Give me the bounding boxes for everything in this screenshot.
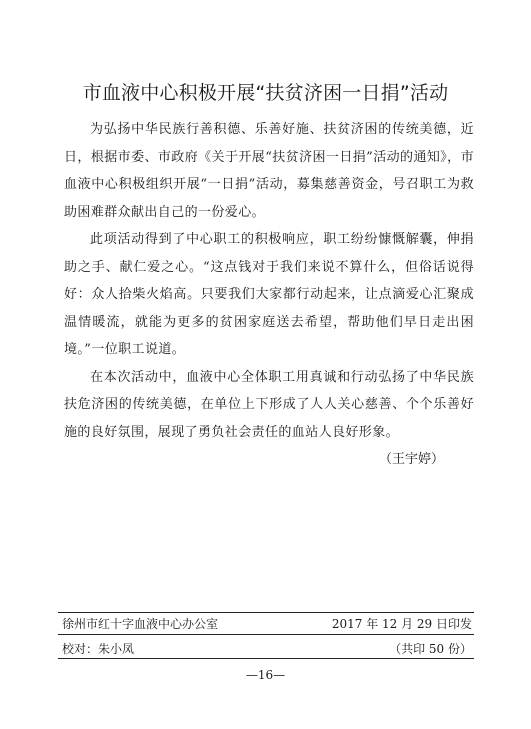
copies-count: （共印 50 份） [389, 642, 472, 656]
footer-issuer-row [62, 615, 472, 632]
document-title: 市血液中心积极开展“扶贫济困一日捐”活动 [82, 82, 449, 104]
paragraph-1: 为弘扬中华民族行善积德、乐善好施、扶贫济困的传统美德，近日，根据市委、市政府《关于开展“扶贫济困一日捐”活动的通知》，市血液中心积极组织开展“一日捐”活动，募集慈善资金，号召职工为救助困难群众献出自己的一份爱心。 [64, 122, 474, 220]
footer-proof-row [62, 640, 472, 657]
author-signature: （王宇婷） [378, 452, 444, 467]
footer-bottom-rule [58, 658, 474, 659]
footer-middle-rule [58, 634, 474, 635]
page-number: —16— [245, 668, 286, 682]
paragraph-2: 此项活动得到了中心职工的积极响应，职工纷纷慷慨解囊，伸捐助之手、献仁爱之心。“这点钱对于我们来说不算什么，但俗话说得好：众人拾柴火焰高。只要我们大家都行动起来，让点滴爱心汇聚成温情暖流，就能为更多的贫困家庭送去希望，帮助他们早日走出困境。”一位职工说道。 [64, 232, 474, 357]
footer-top-rule [58, 612, 474, 613]
proofreader-label: 校对：朱小凤 [62, 642, 135, 656]
document-body [64, 116, 474, 474]
issuer-label: 徐州市红十字血液中心办公室 [62, 617, 219, 631]
paragraph-3: 在本次活动中，血液中心全体职工用真诚和行动弘扬了中华民族扶危济困的传统美德，在单位上下形成了人人关心慈善、个个乐善好施的良好氛围，展现了勇负社会责任的血站人良好形象。 [64, 369, 474, 440]
print-date: 2017 年 12 月 29 日印发 [331, 617, 472, 631]
